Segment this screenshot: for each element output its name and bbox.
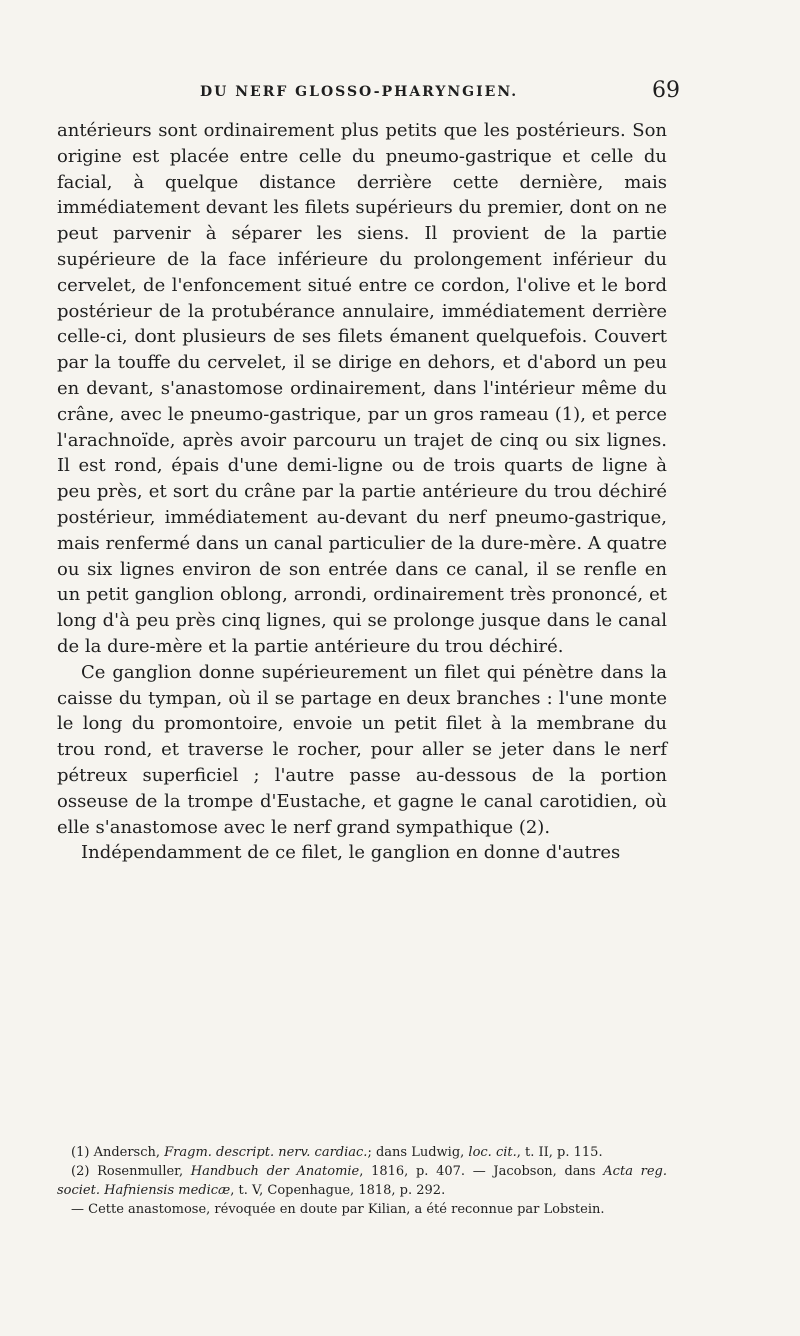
footnote-marker: (2) bbox=[71, 1164, 90, 1179]
footnote-2 bbox=[57, 1162, 667, 1200]
paragraph-2: Ce ganglion donne supérieurement un filet qui pénètre dans la caisse du tympan, où il se partage en deux branches : l'une monte le long du promontoire, envoie un petit filet à la membrane du trou rond, et traverse le rocher, pour aller se jeter dans le nerf pétreux superficiel ; l'autre passe au-dessous de la portion osseuse de la trompe d'Eustache, et gagne le canal carotidien, où elle s'anastomose avec le nerf grand sympathique (2). bbox=[57, 661, 667, 838]
footnote-text: ; dans Ludwig, bbox=[367, 1145, 465, 1160]
footnote-author: Andersch, bbox=[93, 1145, 161, 1160]
footnote-title: Handbuch der Anatomie bbox=[190, 1164, 360, 1179]
footnote-1 bbox=[57, 1143, 667, 1162]
body-text bbox=[57, 118, 667, 866]
paragraph-1: antérieurs sont ordinairement plus petits que les postérieurs. Son origine est placée entre celle du pneumo-gastrique et celle du facial, à quelque distance derrière cette dernière, mais immédiatement devant les filets supérieurs du premier, dont on ne peut parvenir à séparer les siens. Il provient de la partie supérieure de la face inférieure du prolongement inférieur du cervelet, de l'enfoncement situé entre ce cordon, l'olive et le bord postérieur de la protubérance annulaire, immédiatement derrière celle-ci, dont plusieurs de ses filets émanent quelquefois. Couvert par la touffe du cervelet, il se dirige en dehors, et d'abord un peu en devant, s'anastomose ordinairement, dans l'intérieur même du crâne, avec le pneumo-gastrique, par un gros rameau (1), et perce l'arachnoïde, après avoir parcouru un trajet de cinq ou six lignes. Il est rond, épais d'une demi-ligne ou de trois quarts de ligne à peu près, et sort du crâne par la partie antérieure du trou déchiré postérieur, immédiatement au-devant du nerf pneumo-gastrique, mais renfermé dans un canal particulier de la dure-mère. A quatre ou six lignes environ de son entrée dans ce canal, il se renfle en un petit ganglion oblong, arrondi, ordinairement très prononcé, et long d'à peu près cinq lignes, qui se prolonge jusque dans le canal de la dure-mère et la partie antérieure du trou déchiré. bbox=[57, 120, 667, 657]
footnote-tail: , t. II, p. 115. bbox=[516, 1145, 603, 1160]
chapter-title: DU NERF GLOSSO-PHARYNGIEN. bbox=[200, 84, 519, 100]
footnote-marker: (1) bbox=[71, 1145, 90, 1160]
footnote-title-2: Acta reg. societ. Hafniensis medicæ bbox=[57, 1164, 667, 1198]
footnote-text: , 1816, p. 407. — Jacobson, dans bbox=[359, 1164, 596, 1179]
running-head bbox=[0, 80, 800, 110]
footnote-tail: , t. V, Copenhague, 1818, p. 292. bbox=[230, 1183, 446, 1198]
footnotes bbox=[57, 1143, 667, 1219]
footnote-3: — Cette anastomose, révoquée en doute par Kilian, a été reconnue par Lobstein. bbox=[71, 1202, 605, 1217]
footnote-title: Fragm. descript. nerv. cardiac. bbox=[164, 1145, 368, 1160]
footnote-author: Rosenmuller, bbox=[97, 1164, 184, 1179]
page-number: 69 bbox=[652, 78, 680, 103]
paragraph-3: Indépendamment de ce filet, le ganglion en donne d'autres bbox=[81, 842, 621, 864]
footnote-loc: loc. cit. bbox=[468, 1145, 517, 1160]
